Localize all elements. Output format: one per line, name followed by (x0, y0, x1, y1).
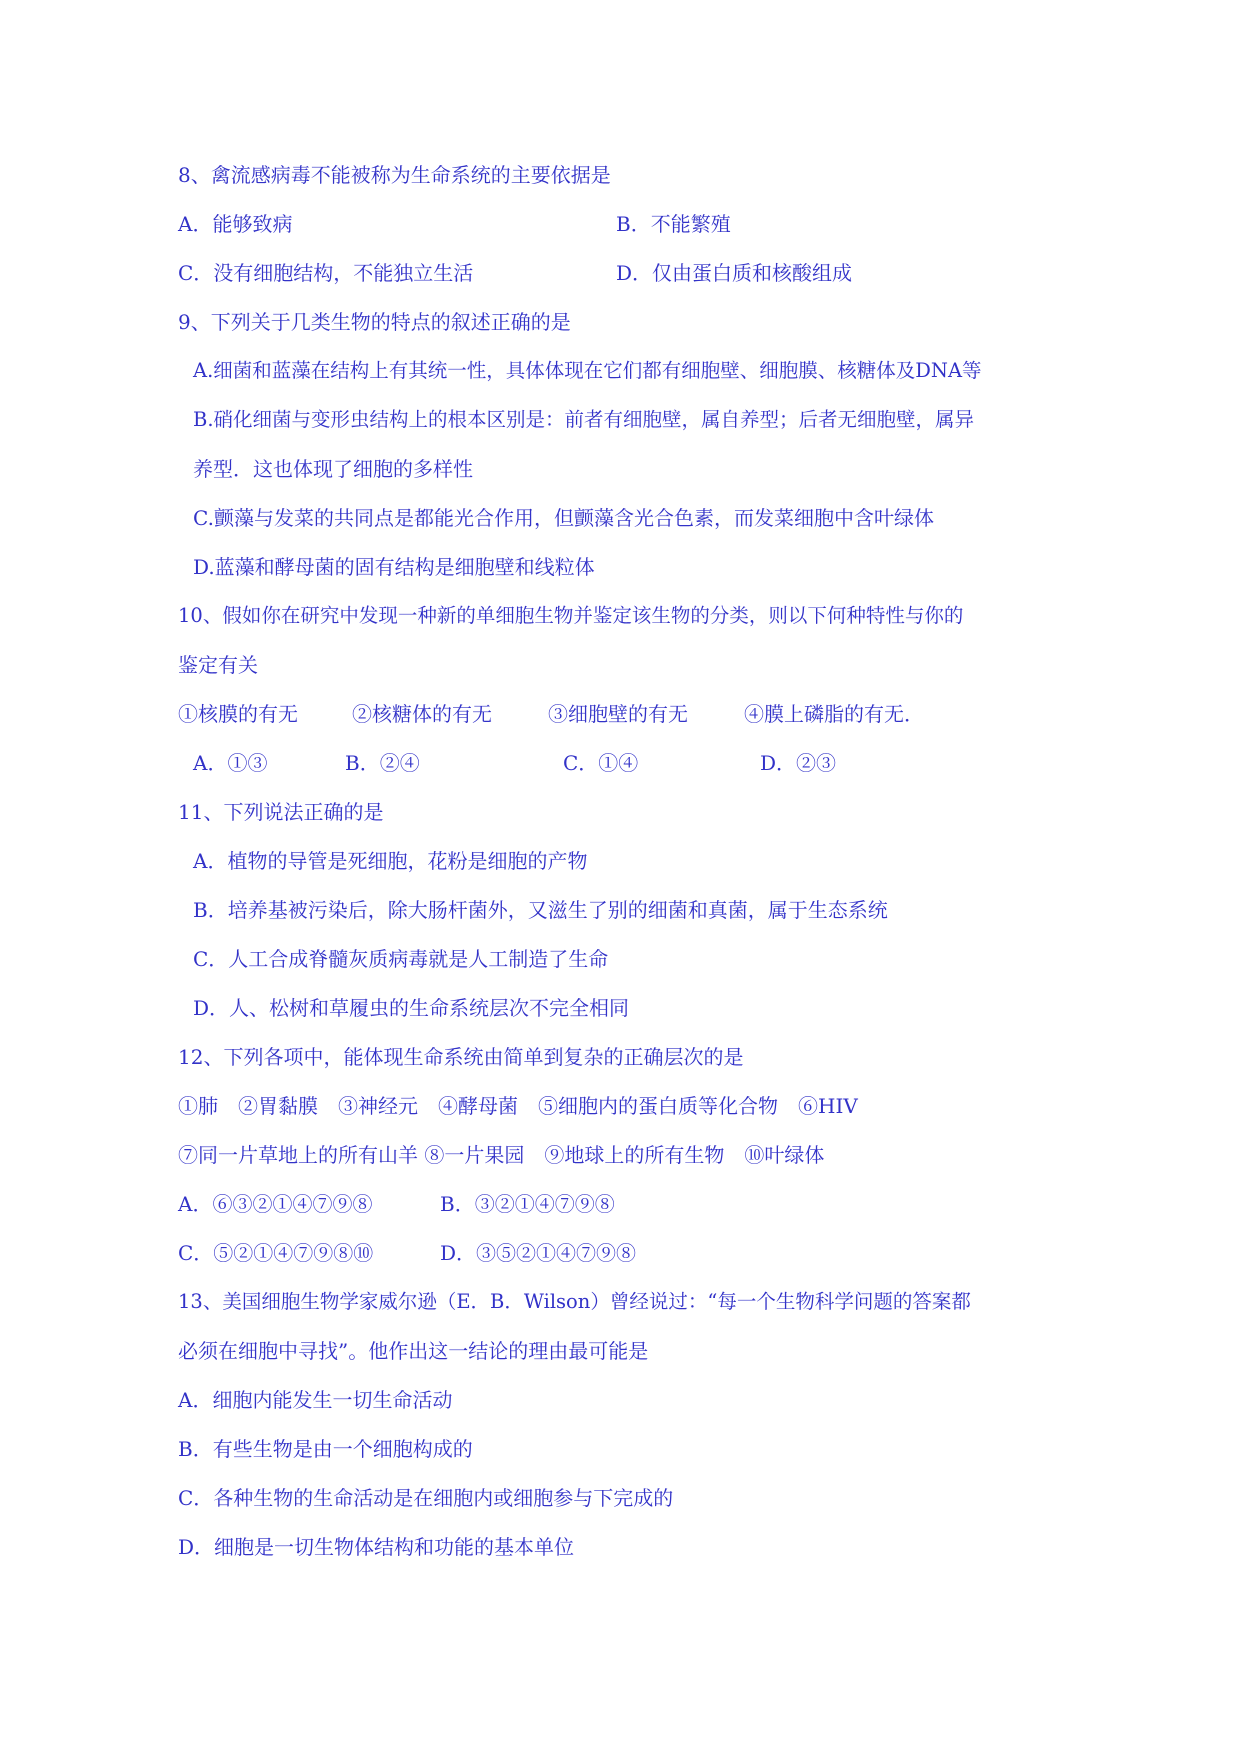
q11-option-a: A．植物的导管是死细胞，花粉是细胞的产物 (193, 849, 588, 873)
q13-option-d: D．细胞是一切生物体结构和功能的基本单位 (178, 1535, 575, 1559)
q13-option-c: C．各种生物的生命活动是在细胞内或细胞参与下完成的 (178, 1486, 674, 1510)
q10-option-c: C．①④ (563, 751, 639, 775)
q11-option-d: D．人、松树和草履虫的生命系统层次不完全相同 (193, 996, 630, 1020)
q13-option-b: B．有些生物是由一个细胞构成的 (178, 1437, 473, 1461)
q8-stem: 8、禽流感病毒不能被称为生命系统的主要依据是 (178, 163, 611, 187)
q12-option-d: D．③⑤②①④⑦⑨⑧ (440, 1241, 637, 1265)
q10-option-a: A．①③ (193, 751, 268, 775)
q10-item-4: ④膜上磷脂的有无． (744, 702, 924, 726)
q12-items-line1: ①肺 ②胃黏膜 ③神经元 ④酵母菌 ⑤细胞内的蛋白质等化合物 ⑥HIV (178, 1094, 858, 1118)
q11-option-b: B．培养基被污染后，除大肠杆菌外，又滋生了别的细菌和真菌，属于生态系统 (193, 898, 888, 922)
q9-option-b-line1: B.硝化细菌与变形虫结构上的根本区别是：前者有细胞壁，属自养型；后者无细胞壁，属异 (193, 408, 975, 431)
q11-stem: 11、下列说法正确的是 (178, 800, 384, 824)
q12-items-line2: ⑦同一片草地上的所有山羊 ⑧一片果园 ⑨地球上的所有生物 ⑩叶绿体 (178, 1143, 825, 1167)
q9-option-d: D.蓝藻和酵母菌的固有结构是细胞壁和线粒体 (193, 555, 595, 579)
q10-option-d: D．②③ (760, 751, 837, 775)
q8-option-b: B．不能繁殖 (616, 212, 731, 236)
q10-stem-line1: 10、假如你在研究中发现一种新的单细胞生物并鉴定该生物的分类，则以下何种特性与你的 (178, 604, 964, 627)
q10-item-3: ③细胞壁的有无 (548, 702, 688, 726)
q9-option-c: C.颤藻与发菜的共同点是都能光合作用，但颤藻含光合色素，而发菜细胞中含叶绿体 (193, 506, 934, 530)
q12-option-a: A．⑥③②①④⑦⑨⑧ (178, 1192, 373, 1216)
q13-stem-line1: 13、美国细胞生物学家威尔逊（E．B．Wilson）曾经说过：“每一个生物科学问题的答案都 (178, 1290, 971, 1313)
q9-option-b-line2: 养型．这也体现了细胞的多样性 (193, 457, 473, 481)
q10-item-2: ②核糖体的有无 (352, 702, 492, 726)
q11-option-c: C．人工合成脊髓灰质病毒就是人工制造了生命 (193, 947, 609, 971)
q8-option-c: C．没有细胞结构，不能独立生活 (178, 261, 474, 285)
q8-option-d: D．仅由蛋白质和核酸组成 (616, 261, 853, 285)
q13-stem-line2: 必须在细胞中寻找”。他作出这一结论的理由最可能是 (178, 1339, 649, 1363)
q10-option-b: B．②④ (345, 751, 420, 775)
q8-option-a: A．能够致病 (178, 212, 293, 236)
q12-stem: 12、下列各项中，能体现生命系统由简单到复杂的正确层次的是 (178, 1045, 744, 1069)
q10-item-1: ①核膜的有无 (178, 702, 298, 726)
q9-option-a: A.细菌和蓝藻在结构上有其统一性，具体体现在它们都有细胞壁、细胞膜、核糖体及DNA等 (193, 359, 982, 382)
q13-option-a: A．细胞内能发生一切生命活动 (178, 1388, 453, 1412)
q10-stem-line2: 鉴定有关 (178, 653, 258, 677)
q12-option-c: C．⑤②①④⑦⑨⑧⑩ (178, 1241, 374, 1265)
q12-option-b: B．③②①④⑦⑨⑧ (440, 1192, 615, 1216)
q9-stem: 9、下列关于几类生物的特点的叙述正确的是 (178, 310, 571, 334)
